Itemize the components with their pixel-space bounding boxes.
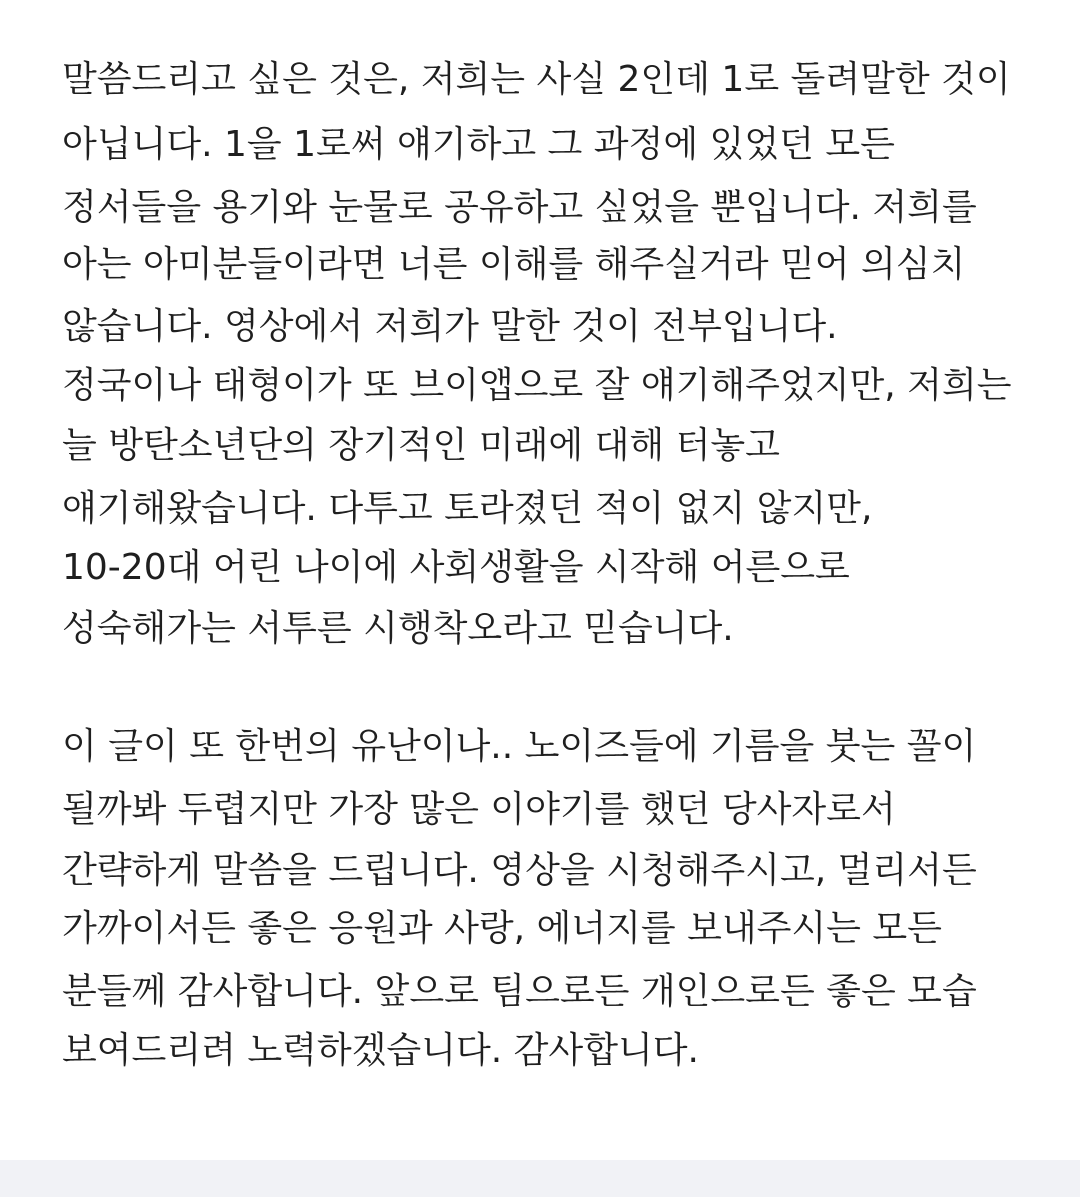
text-line: 않습니다. 영상에서 저희가 말한 것이 전부입니다. — [62, 306, 838, 347]
text-line: 성숙해가는 서투른 시행착오라고 믿습니다. — [62, 608, 734, 649]
text-line: 아는 아미분들이라면 너른 이해를 해주실거라 믿어 의심치 — [62, 244, 966, 285]
text-line: 아닙니다. 1을 1로써 얘기하고 그 과정에 있었던 모든 — [62, 124, 895, 165]
text-line: 정서들을 용기와 눈물로 공유하고 싶었을 뿐입니다. 저희를 — [62, 187, 977, 228]
text-line: 간략하게 말씀을 드립니다. 영상을 시청해주시고, 멀리서든 — [62, 850, 977, 891]
text-line: 얘기해왔습니다. 다투고 토라졌던 적이 없지 않지만, — [62, 488, 873, 529]
text-line: 정국이나 태형이가 또 브이앱으로 잘 얘기해주었지만, 저희는 — [62, 365, 1012, 406]
text-line: 이 글이 또 한번의 유난이나.. 노이즈들에 기름을 붓는 꼴이 — [62, 726, 977, 767]
text-line: 보여드리려 노력하겠습니다. 감사합니다. — [62, 1030, 699, 1071]
text-line: 10-20대 어린 나이에 사회생활을 시작해 어른으로 — [62, 547, 850, 588]
text-line: 분들께 감사합니다. 앞으로 팀으로든 개인으로든 좋은 모습 — [62, 971, 977, 1012]
bottom-divider-bar — [0, 1160, 1080, 1197]
text-line: 늘 방탄소년단의 장기적인 미래에 대해 터놓고 — [62, 425, 780, 466]
text-line: 될까봐 두렵지만 가장 많은 이야기를 했던 당사자로서 — [62, 789, 896, 830]
text-line: 말씀드리고 싶은 것은, 저희는 사실 2인데 1로 돌려말한 것이 — [62, 59, 1011, 100]
text-line: 가까이서든 좋은 응원과 사랑, 에너지를 보내주시는 모든 — [62, 908, 942, 949]
